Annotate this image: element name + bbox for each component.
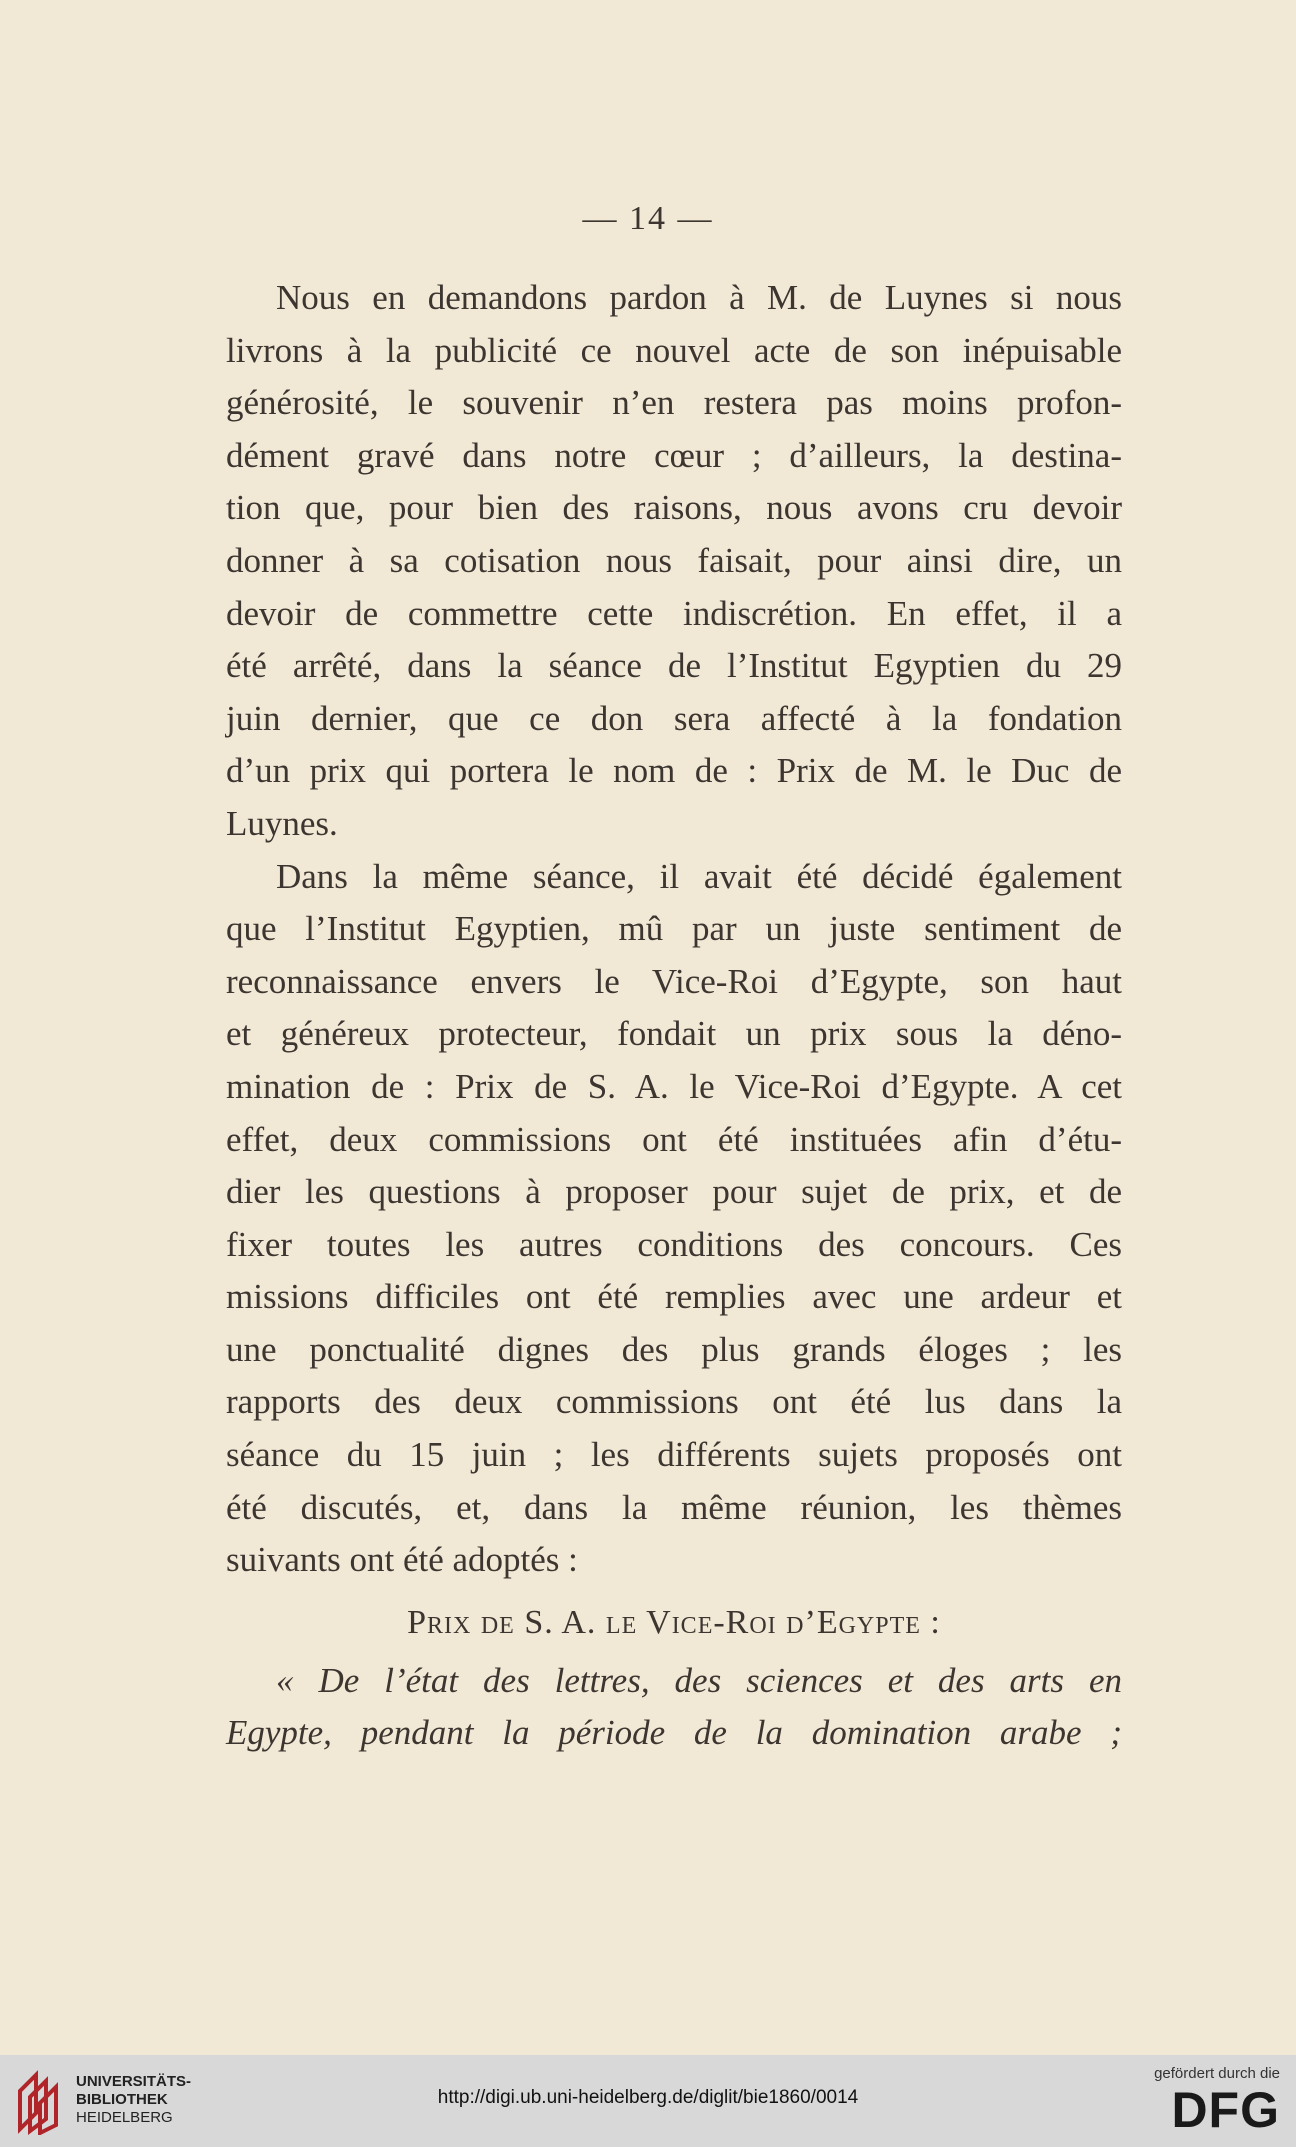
text-line: que l’Institut Egyptien, mû par un juste sentiment de	[226, 909, 1122, 949]
text-line: générosité, le souvenir n’en restera pas moins profon-	[226, 383, 1122, 423]
text-line: été arrêté, dans la séance de l’Institut Egyptien du 29	[226, 646, 1122, 686]
text-line: rapports des deux commissions ont été lus dans la	[226, 1382, 1122, 1422]
text-line: une ponctualité dignes des plus grands éloges ; les	[226, 1329, 1122, 1369]
text-line: mination de : Prix de S. A. le Vice-Roi d’Egypte. A cet	[226, 1066, 1122, 1106]
text-line: livrons à la publicité ce nouvel acte de son inépuisable	[226, 330, 1122, 370]
text-line: tion que, pour bien des raisons, nous avons cru devoir	[226, 488, 1122, 528]
text-line: dier les questions à proposer pour sujet de prix, et de	[226, 1172, 1122, 1212]
body-text	[226, 272, 1122, 1760]
text-line: été discutés, et, dans la même réunion, les thèmes	[226, 1487, 1122, 1527]
text-line: effet, deux commissions ont été instituées afin d’étu-	[226, 1119, 1122, 1159]
digitization-footer	[0, 2055, 1296, 2147]
text-line: missions difficiles ont été remplies avec une ardeur et	[226, 1277, 1122, 1317]
sponsor	[1130, 2065, 1280, 2138]
text-line: donner à sa cotisation nous faisait, pour ainsi dire, un	[226, 540, 1122, 580]
text-line: fixer toutes les autres conditions des concours. Ces	[226, 1224, 1122, 1264]
text-line: juin dernier, que ce don sera affecté à la fondation	[226, 698, 1122, 738]
quote-line: « De l’état des lettres, des sciences et des arts en	[276, 1660, 1122, 1700]
permalink-url[interactable]: http://digi.ub.uni-heidelberg.de/diglit/bie1860/0014	[437, 2087, 859, 2108]
quote	[226, 1655, 1122, 1760]
page-number: — 14 —	[582, 200, 714, 237]
text-line: Nous en demandons pardon à M. de Luynes si nous	[276, 278, 1122, 317]
institution-line: BIBLIOTHEK	[76, 2091, 168, 2108]
text-line: reconnaissance envers le Vice-Roi d’Egypte, son haut	[226, 961, 1122, 1001]
text-line: et généreux protecteur, fondait un prix sous la déno-	[226, 1014, 1122, 1054]
text-line: Dans la même séance, il avait été décidé également	[276, 856, 1122, 896]
text-line: Luynes.	[226, 803, 338, 843]
text-line: dément gravé dans notre cœur ; d’ailleurs, la destina-	[226, 435, 1122, 475]
text-line: suivants ont été adoptés :	[226, 1540, 578, 1580]
institution-line: HEIDELBERG	[76, 2109, 173, 2126]
text-line: devoir de commettre cette indiscrétion. En effet, il a	[226, 593, 1122, 633]
quote-line: Egypte, pendant la période de la domination arabe ;	[226, 1713, 1122, 1753]
paragraph-2	[226, 851, 1122, 1587]
institution-line: UNIVERSITÄTS-	[76, 2073, 192, 2090]
dfg-logo: DFG	[1171, 2082, 1280, 2138]
sponsor-text: gefördert durch die	[1154, 2065, 1280, 2082]
paragraph-1	[226, 272, 1122, 851]
text-line: d’un prix qui portera le nom de : Prix de M. le Duc de	[226, 751, 1122, 791]
text-line: séance du 15 juin ; les différents sujets proposés ont	[226, 1435, 1122, 1475]
section-heading: Prix de S. A. le Vice-Roi d’Egypte :	[407, 1603, 941, 1641]
